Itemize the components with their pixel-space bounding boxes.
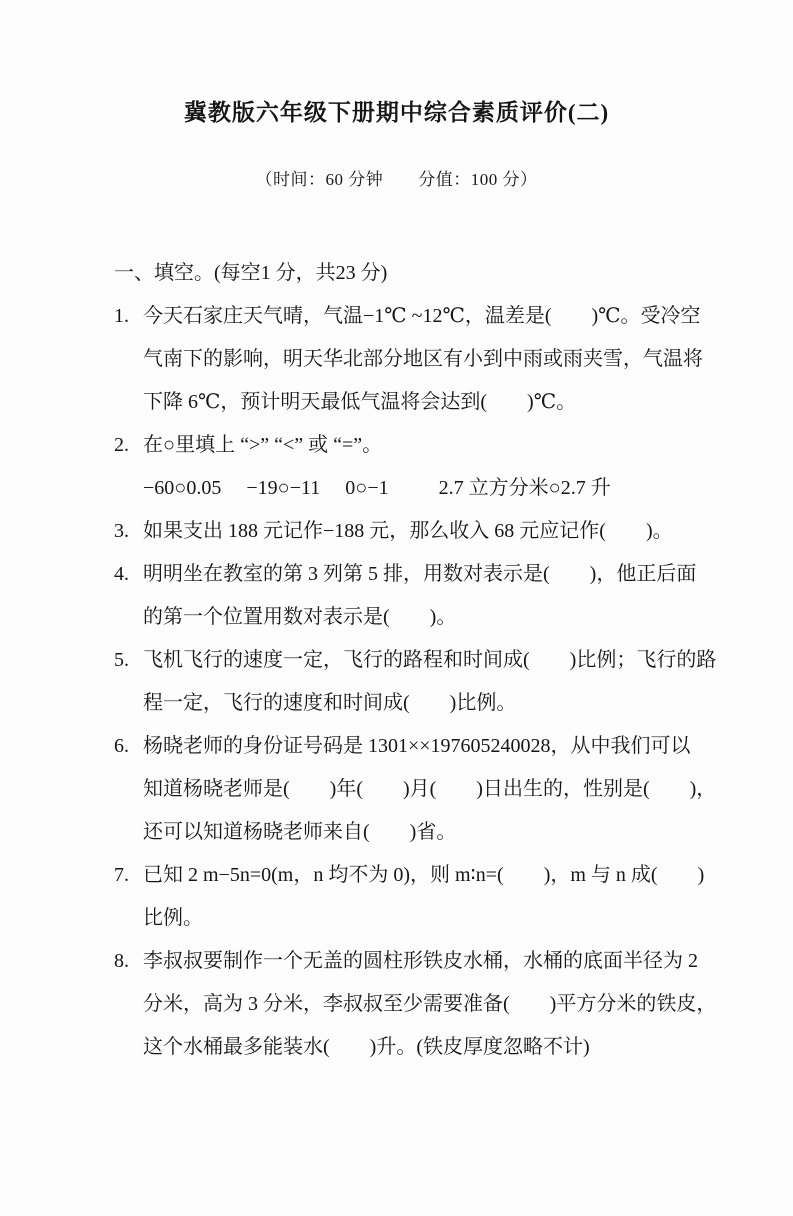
question-1-line: 下降 6℃，预计明天最低气温将会达到( )℃。 (143, 391, 577, 413)
document-body (0, 94, 793, 1216)
question-1 (114, 295, 793, 424)
question-4 (114, 553, 793, 639)
section-one-heading: 一、填空。(每空1 分，共23 分) (114, 262, 388, 284)
question-4-line: 明明坐在教室的第 3 列第 5 排，用数对表示是( )，他正后面 (143, 563, 697, 585)
question-5-number: 5. (114, 649, 129, 671)
paper-content (114, 252, 793, 1069)
question-2 (114, 424, 793, 510)
paper-time-score-info: （时间：60 分钟 分值：100 分） (255, 170, 538, 189)
question-7-line: 已知 2 m−5n=0(m，n 均不为 0)，则 m∶n=( )，m 与 n 成( ) (143, 864, 705, 886)
question-6-line: 知道杨晓老师是( )年( )月( )日出生的，性别是( )， (143, 778, 717, 800)
question-3-number: 3. (114, 520, 129, 542)
question-6 (114, 725, 793, 854)
question-5-line: 程一定，飞行的速度和时间成( )比例。 (143, 692, 517, 714)
question-2-number: 2. (114, 434, 129, 456)
question-4-number: 4. (114, 563, 129, 585)
question-6-line: 还可以知道杨晓老师来自( )省。 (143, 821, 457, 843)
question-1-line: 气南下的影响，明天华北部分地区有小到中雨或雨夹雪，气温将 (143, 348, 703, 370)
question-8-line: 分米，高为 3 分米，李叔叔至少需要准备( )平方分米的铁皮， (143, 993, 717, 1015)
question-3 (114, 510, 793, 553)
question-7 (114, 854, 793, 940)
question-7-number: 7. (114, 864, 129, 886)
question-5 (114, 639, 793, 725)
question-8-line: 这个水桶最多能装水( )升。(铁皮厚度忽略不计) (143, 1036, 590, 1058)
question-2-line: −60○0.05 −19○−11 0○−1 2.7 立方分米○2.7 升 (143, 477, 611, 499)
question-3-line: 如果支出 188 元记作−188 元，那么收入 68 元应记作( )。 (143, 520, 673, 542)
question-6-line: 杨晓老师的身份证号码是 1301××197605240028，从中我们可以 (143, 735, 691, 757)
question-4-line: 的第一个位置用数对表示是( )。 (143, 606, 457, 628)
exam-paper-page (0, 94, 793, 1216)
question-1-line: 今天石家庄天气晴，气温−1℃ ~12℃，温差是( )℃。受冷空 (143, 305, 701, 327)
question-2-line: 在○里填上 “>” “<” 或 “=”。 (143, 434, 383, 456)
paper-title: 冀教版六年级下册期中综合素质评价(二) (183, 100, 610, 125)
question-8-line: 李叔叔要制作一个无盖的圆柱形铁皮水桶，水桶的底面半径为 2 (143, 950, 698, 972)
question-6-number: 6. (114, 735, 129, 757)
question-8 (114, 940, 793, 1069)
question-5-line: 飞机飞行的速度一定，飞行的路程和时间成( )比例；飞行的路 (143, 649, 717, 671)
question-7-line: 比例。 (143, 907, 203, 929)
question-8-number: 8. (114, 950, 129, 972)
question-1-number: 1. (114, 305, 129, 327)
